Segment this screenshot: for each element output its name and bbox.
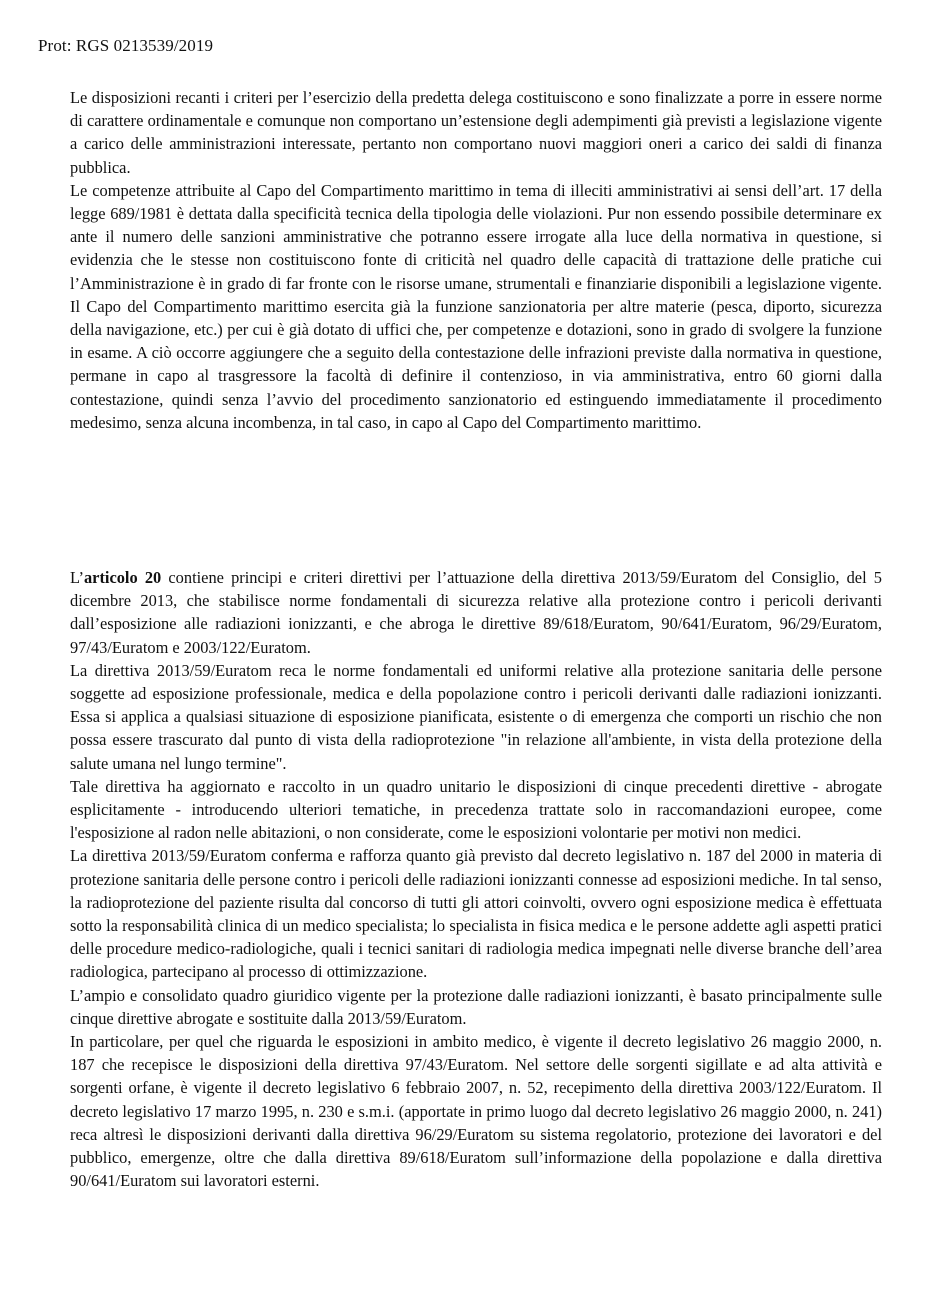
section-articolo-20 bbox=[70, 566, 882, 1192]
intro-text: contiene principi e criteri direttivi per l’attuazione della direttiva 2013/59/Euratom del Consiglio, del 5 dicembre 2013, che stabilisce norme fondamentali di sicurezza relative alla protezione contro i pericoli derivanti dall’esposizione alle radiazioni ionizzanti, e che abroga le direttive 89/618/Euratom, 90/641/Euratom, 96/29/Euratom, 97/43/Euratom e 2003/122/Euratom. bbox=[70, 568, 882, 657]
protocol-number: Prot: RGS 0213539/2019 bbox=[38, 36, 214, 55]
paragraph: Tale direttiva ha aggiornato e raccolto in un quadro unitario le disposizioni di cinque precedenti direttive - abrogate esplicitamente - introducendo ulteriori tematiche, in precedenza trattate solo in raccomandazioni europee, come l'esposizione al radon nelle abitazioni, o non considerate, come le esposizioni volontarie per motivi non medici. bbox=[70, 776, 882, 843]
paragraph: L’ampio e consolidato quadro giuridico vigente per la protezione dalle radiazioni ionizzanti, è basato principalmente sulle cinque direttive abrogate e sostituite dalla 2013/59/Euratom. bbox=[70, 985, 882, 1028]
paragraph: Le disposizioni recanti i criteri per l’esercizio della predetta delega costituiscono e sono finalizzate a porre in essere norme di carattere ordinamentale e comunque non comportano un’estensione degli adempimenti già previsti a legislazione vigente a carico delle amministrazioni interessate, pertanto non comportano nuovi maggiori oneri a carico dei saldi di finanza pubblica. bbox=[70, 88, 882, 177]
paragraph: Le competenze attribuite al Capo del Compartimento marittimo in tema di illeciti amministrativi ai sensi dell’art. 17 della legge 689/1981 è dettata dalla specificità tecnica della tipologia delle violazioni. Pur non essendo possibile determinare ex ante il numero delle sanzioni amministrative che potranno essere irrogate alla luce della normativa in questione, si evidenzia che le stesse non costituiscono fonte di criticità nel quadro delle capacità di trattazione delle pratiche cui l’Amministrazione è in grado di far fronte con le risorse umane, strumentali e finanziarie disponibili a legislazione vigente. Il Capo del Compartimento marittimo esercita già la funzione sanzionatoria per altre materie (pesca, diporto, sicurezza della navigazione, etc.) per cui è già dotato di uffici che, per competenze e dotazioni, sono in grado di svolgere la funzione in esame. A ciò occorre aggiungere che a seguito della contestazione delle infrazioni previste dalla normativa in questione, permane in capo al trasgressore la facoltà di definire il contenzioso, in via amministrativa, entro 60 giorni dalla contestazione, quindi senza l’avvio del procedimento sanzionatorio ed estinguendo immediatamente il procedimento medesimo, senza alcuna incombenza, in tal caso, in capo al Capo del Compartimento marittimo. bbox=[70, 180, 882, 432]
intro-prefix: L’ bbox=[70, 568, 84, 587]
paragraph: La direttiva 2013/59/Euratom reca le norme fondamentali ed uniformi relative alla protezione sanitaria delle persone soggette ad esposizione professionale, medica e della popolazione contro i pericoli derivanti dalle radiazioni ionizzanti. Essa si applica a qualsiasi situazione di esposizione pianificata, esistente o di emergenza che comporti un rischio che non possa essere trascurato dal punto di vista della radioprotezione "in relazione all'ambiente, in vista della protezione della salute umana nel lungo termine". bbox=[70, 660, 882, 773]
paragraph: La direttiva 2013/59/Euratom conferma e rafforza quanto già previsto dal decreto legislativo n. 187 del 2000 in materia di protezione sanitaria delle persone contro i pericoli delle radiazioni ionizzanti connesse ad esposizioni mediche. In tal senso, la radioprotezione del paziente risulta dal concorso di tutti gli attori coinvolti, ovvero ogni esposizione medica è effettuata sotto la responsabilità clinica di un medico specialista; lo specialista in fisica medica e le persone addette agli aspetti pratici delle procedure medico-radiologiche, quali i tecnici sanitari di radiologia medica impegnati nelle diverse branche dell’area radiologica, partecipano al processo di ottimizzazione. bbox=[70, 846, 882, 982]
article-reference: articolo 20 bbox=[83, 568, 162, 587]
paragraph-intro bbox=[70, 566, 882, 659]
paragraph: In particolare, per quel che riguarda le esposizioni in ambito medico, è vigente il decreto legislativo 26 maggio 2000, n. 187 che recepisce le disposizioni della direttiva 97/43/Euratom. Nel settore delle sorgenti sigillate e ad alta attività e sorgenti orfane, è vigente il decreto legislativo 6 febbraio 2007, n. 52, recepimento della direttiva 2003/122/Euratom. Il decreto legislativo 17 marzo 1995, n. 230 e s.m.i. (apportate in primo luogo dal decreto legislativo 26 maggio 2000, n. 241) reca altresì le disposizioni derivanti dalla direttiva 96/29/Euratom su sistema regolatorio, protezione dei lavoratori e del pubblico, emergenze, oltre che dalla direttiva 89/618/Euratom sull’informazione della popolazione e dalla direttiva 90/641/Euratom sui lavoratori esterni. bbox=[70, 1032, 882, 1191]
section-delega-disposizioni bbox=[70, 86, 882, 434]
